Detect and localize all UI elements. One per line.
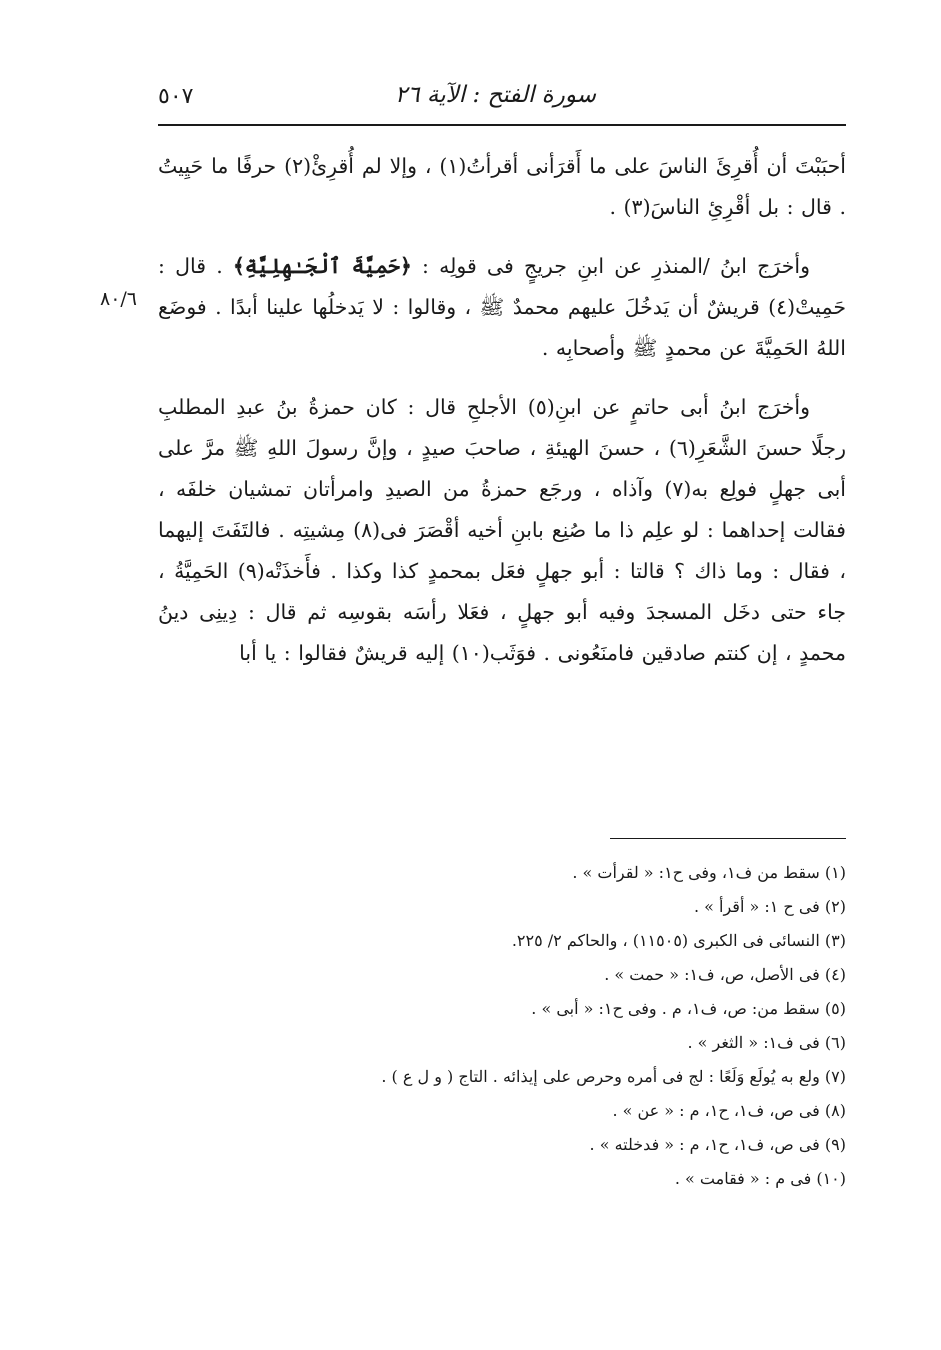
footnotes-separator (610, 838, 846, 839)
paragraph-1-text: أحبَبْتَ أن أُقرِئَ الناسَ على ما أَقرَأنى أقرأتُ(١) ، وإلا لم أُقرِئْ(٢) حرفًا ما حَيِيتُ . قال : بل أقْرِئِ الناسَ(٣) . (158, 154, 846, 219)
footnote-8: (٨) فى ص، ف١، ح١، م : « عن » . (612, 1101, 846, 1120)
main-text (158, 146, 846, 674)
header-rule (158, 124, 846, 126)
footnote-10: (١٠) فى م : « فقامت » . (674, 1169, 846, 1188)
footnote-9: (٩) فى ص، ف١، ح١، م : « فدخلته » . (589, 1135, 846, 1154)
paragraph-1 (158, 146, 846, 228)
paragraph-2-text-before: وأخرَج ابنُ /المنذرِ عن ابنِ جريجٍ فى قولِه : (411, 254, 810, 278)
footnote-4: (٤) فى الأصل، ص، ف١: « حمت » . (604, 965, 846, 984)
paragraph-2 (158, 246, 846, 369)
surah-verse-title: سورة الفتح : الآية ٢٦ (394, 82, 596, 108)
paragraph-2-text-after: . قال : حَمِيتْ(٤) قريشٌ أن يَدخُلَ عليهم محمدٌ ﷺ ، وقالوا : لا يَدخلُها علينا أبدًا . فوضَع اللهُ الحَمِيَّةَ عن محمدٍ ﷺ وأصحابِه . (158, 254, 846, 360)
page-number: ٥٠٧ (158, 84, 194, 109)
footnote-1: (١) سقط من ف١، وفى ح١: « لقرأت » . (572, 863, 846, 882)
paragraph-3-text: وأخرَج ابنُ أبى حاتمٍ عن ابنِ(٥) الأجلحِ قال : كان حمزةُ بنُ عبدِ المطلبِ رجلًا حسنَ الشَّعَرِ(٦) ، حسنَ الهيئةِ ، صاحبَ صيدٍ ، وإنَّ رسولَ اللهِ ﷺ مرَّ على أبى جهلٍ فولِع به(٧) وآذاه ، ورجَع حمزةُ من الصيدِ وامرأتان تمشيان خلفَه ، فقالت إحداهما : لو علِم ذا ما صُنِع بابنِ أخيه أقْصَرَ فى(٨) مِشيتِه . فالتَفَتَ إليهما ، فقال : وما ذاك ؟ قالتا : أبو جهلٍ فعَل بمحمدٍ كذا وكذا . فأَخذَتْه(٩) الحَمِيَّةُ ، جاء حتى دخَل المسجدَ وفيه أبو جهلٍ ، فعَلا رأسَه بقوسِه ثم قال : دِينِى دينُ محمدٍ ، إن كنتم صادقين فامنَعُونى . فوَثَب(١٠) إليه قريشٌ فقالوا : يا أبا (158, 395, 846, 665)
footnote-3: (٣) النسائى فى الكبرى (١١٥٠٥) ، والحاكم ٢/ ٢٢٥. (511, 931, 846, 950)
footnote-6: (٦) فى ف١: « الثغر » . (687, 1033, 846, 1052)
footnote-5: (٥) سقط من: ص، ف١، م . وفى ح١: « أبى » . (531, 999, 846, 1018)
footnote-7: (٧) ولع به يُولَع وَلَعًا : لج فى أمره وحرص على إيذائه . التاج ( و ل ع ) . (381, 1067, 846, 1086)
paragraph-3 (158, 387, 846, 674)
footnotes-list (158, 856, 846, 1196)
margin-volume-page-reference: ٨٠/٦ (100, 288, 138, 310)
footnote-2: (٢) فى ح ١: « أقرأ » . (693, 897, 846, 916)
quran-quotation: ﴿حَمِيَّةَ ٱلْجَـٰهِلِيَّةِ﴾ (232, 254, 412, 278)
running-header (158, 78, 846, 118)
